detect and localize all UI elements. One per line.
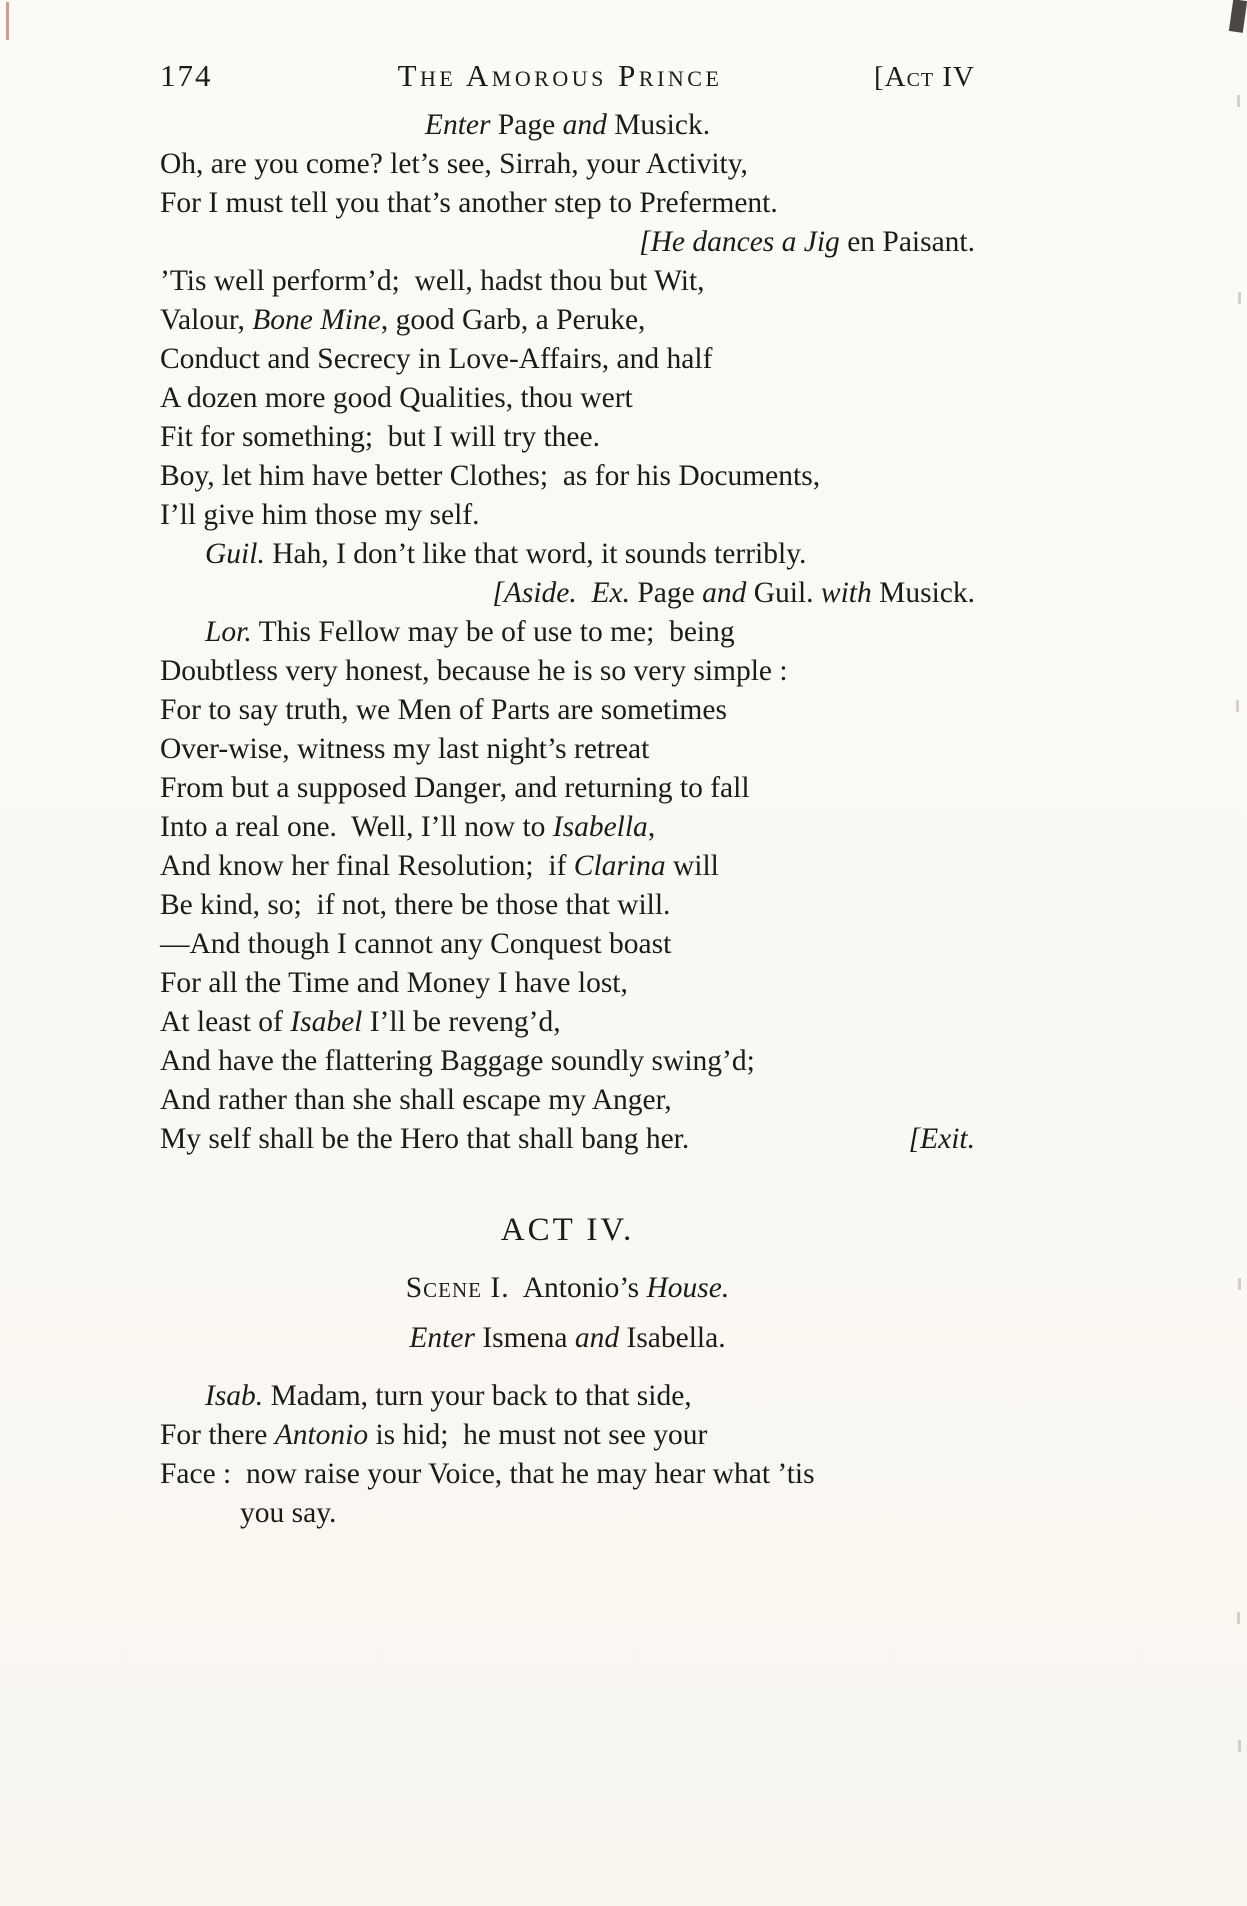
verse-line: you say. [240,1497,337,1529]
stage-direction: [Aside. Ex. Page and Guil. with Musick. [492,577,975,609]
page-number: 174 [160,58,213,93]
verse-line: For I must tell you that’s another step to Preferment. [160,187,778,219]
verse-line: Oh, are you come? let’s see, Sirrah, your Activity, [160,148,748,180]
verse-line: Valour, Bone Mine, good Garb, a Peruke, [160,304,646,336]
scan-artifact [1238,1278,1241,1290]
verse-line: Boy, let him have better Clothes; as for his Documents, [160,460,821,492]
stage-direction: [He dances a Jig en Paisant. [639,226,975,258]
verse-line: For to say truth, we Men of Parts are sometimes [160,694,727,726]
verse-line: ’Tis well perform’d; well, hadst thou but Wit, [160,265,705,297]
verse-line: And know her final Resolution; if Clarina will [160,850,719,882]
verse-line: —And though I cannot any Conquest boast [160,928,672,960]
running-title: The Amorous Prince [397,58,723,93]
stage-direction: Enter Page and Musick. [424,109,711,141]
verse-line: Conduct and Secrecy in Love-Affairs, and half [160,343,713,375]
act-heading: ACT IV. [500,1212,635,1248]
verse-line: Face : now raise your Voice, that he may hear what ’tis [160,1458,815,1490]
scan-artifact [1236,700,1239,712]
stage-direction: Enter Ismena and Isabella. [409,1322,726,1354]
verse-line: And have the flattering Baggage soundly swing’d; [160,1045,755,1077]
text-body [160,106,975,1533]
verse-line: For all the Time and Money I have lost, [160,967,628,999]
verse-line: From but a supposed Danger, and returning to fall [160,772,750,804]
verse-line: For there Antonio is hid; he must not see your [160,1419,708,1451]
scan-artifact [1237,95,1240,107]
scan-artifact [1237,1612,1240,1624]
verse-line: My self shall be the Hero that shall bang her. [Exit. [160,1123,975,1155]
speech-line: Isab. Madam, turn your back to that side, [205,1380,692,1412]
scene-heading: Scene I. Antonio’s House. [405,1272,730,1304]
verse-line: Over-wise, witness my last night’s retreat [160,733,650,765]
scan-artifact [1229,0,1247,33]
verse-line: Into a real one. Well, I’ll now to Isabella, [160,811,656,843]
scan-artifact [1238,1740,1241,1752]
speech-line: Guil. Hah, I don’t like that word, it sounds terribly. [205,538,807,570]
verse-line: At least of Isabel I’ll be reveng’d, [160,1006,561,1038]
verse-line: Fit for something; but I will try thee. [160,421,600,453]
act-label: [Act IV [873,61,975,93]
verse-line: A dozen more good Qualities, thou wert [160,382,633,414]
verse-line: Be kind, so; if not, there be those that will. [160,889,671,921]
scan-artifact [6,2,9,40]
page-header [160,58,975,94]
verse-line: And rather than she shall escape my Anger, [160,1084,672,1116]
verse-line: Doubtless very honest, because he is so very simple : [160,655,788,687]
speech-line: Lor. This Fellow may be of use to me; being [205,616,735,648]
scan-artifact [1238,292,1241,304]
verse-line: I’ll give him those my self. [160,499,480,531]
